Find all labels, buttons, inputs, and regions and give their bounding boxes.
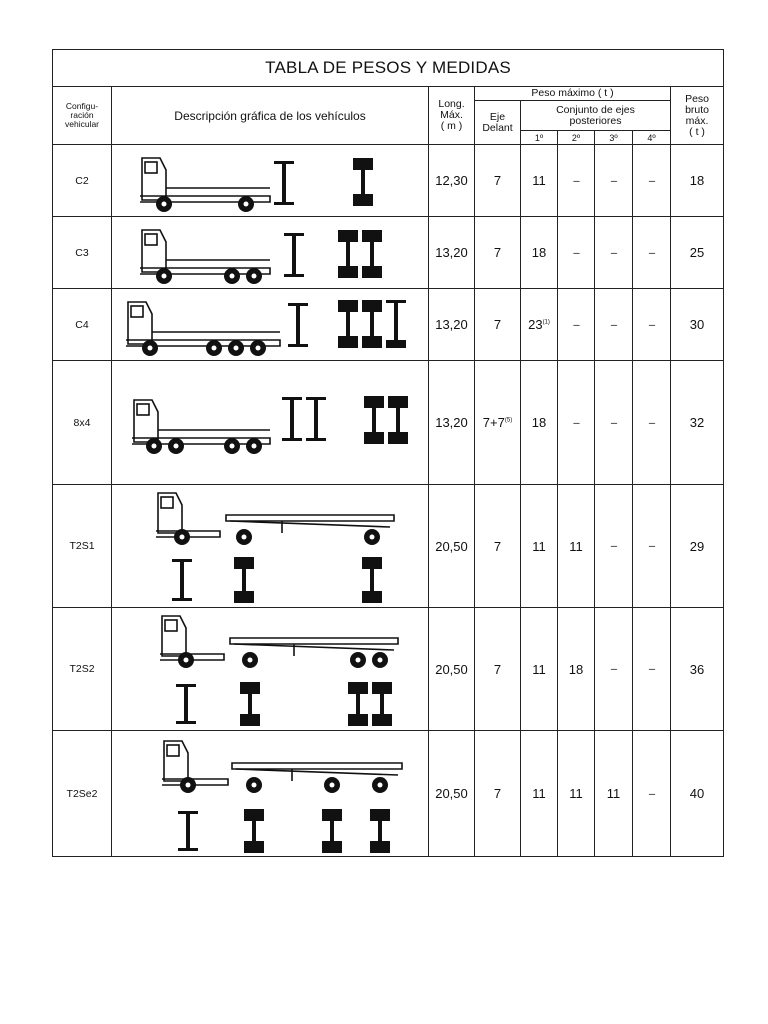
rear-axle-cell: ---: [595, 289, 633, 361]
header-description: Descripción gráfica de los vehículos: [112, 87, 429, 145]
rear-axle-cell: ---: [595, 485, 633, 608]
header-peso-bruto-line: ( t ): [689, 125, 705, 138]
front-axle-cell: [475, 485, 521, 608]
header-axle-3: 3º: [595, 131, 633, 145]
rear-axle-cell: ---: [633, 485, 671, 608]
rear-axle-cell: [521, 289, 558, 361]
table-row: [53, 289, 724, 361]
config-cell: 8x4: [53, 361, 112, 485]
rear-axle-cell: ---: [633, 361, 671, 485]
config-cell: C2: [53, 145, 112, 217]
axle-dual-icon: [244, 809, 390, 853]
gross-weight-cell: 25: [671, 217, 724, 289]
rear-axle-cell: ---: [558, 361, 595, 485]
header-length-line: ( m ): [440, 120, 463, 132]
axle-single-icon: [288, 303, 308, 347]
front-axle-value: 7: [493, 661, 502, 677]
rear-axle-cell: 11: [595, 731, 633, 857]
vehicle-graphic-cell: [112, 731, 429, 857]
rear-axle-cell: ---: [633, 731, 671, 857]
table-row: [53, 361, 724, 485]
footnote-marker: (1): [542, 319, 550, 326]
rear-axle-cell: 18: [521, 217, 558, 289]
header-length: [429, 87, 475, 145]
header-length-line: Long.: [438, 98, 465, 110]
length-cell: 20,50: [429, 608, 475, 731]
rear-axle-cell: ---: [633, 608, 671, 731]
gross-weight-cell: 32: [671, 361, 724, 485]
table-row: [53, 608, 724, 731]
rear-axle-cell: 11: [521, 145, 558, 217]
length-cell: 13,20: [429, 289, 475, 361]
header-axle-4: 4º: [633, 131, 671, 145]
front-axle-value: 7+7: [482, 415, 505, 430]
truck-icon: [120, 148, 420, 214]
table-row: [53, 217, 724, 289]
vehicle-graphic-cell: [112, 361, 429, 485]
config-cell: C4: [53, 289, 112, 361]
header-peso-bruto-line: Peso: [685, 92, 709, 105]
vehicle-graphic-cell: [112, 217, 429, 289]
gross-weight-cell: 36: [671, 608, 724, 731]
axle-single-icon: [274, 161, 294, 205]
header-config-line: vehicular: [64, 119, 100, 129]
rear-axle-cell: 18: [558, 608, 595, 731]
header-axle-1: 1º: [521, 131, 558, 145]
header-peso-bruto-line: máx.: [685, 114, 709, 127]
header-config-line: Configu-: [65, 101, 99, 111]
header-conjunto-line: posteriores: [569, 114, 622, 127]
front-axle-cell: [475, 217, 521, 289]
footnote-marker: (5): [504, 417, 513, 424]
axle-single-icon: [178, 811, 198, 851]
weights-measures-table: [52, 49, 724, 857]
vehicle-graphic-cell: [112, 145, 429, 217]
config-cell: C3: [53, 217, 112, 289]
weights-measures-page: [52, 49, 723, 864]
axle-single-icon: [176, 684, 196, 724]
config-cell: T2S2: [53, 608, 112, 731]
truck-icon: [120, 292, 420, 358]
header-eje-delant-line: Eje: [489, 110, 506, 123]
gross-weight-cell: 40: [671, 731, 724, 857]
rear-axle-cell: ---: [558, 289, 595, 361]
header-conjunto-ejes: [521, 101, 671, 131]
semitrailer-truck-icon: [120, 735, 420, 853]
axle-dual-icon: [338, 300, 406, 348]
rear-axle-cell: 11: [521, 608, 558, 731]
semitrailer-truck-icon: [120, 610, 420, 728]
rear-axle-cell: 11: [558, 485, 595, 608]
axle-dual-icon: [234, 557, 382, 603]
front-axle-value: 7: [493, 245, 502, 260]
axle-single-icon: [172, 559, 192, 601]
header-peso-maximo: Peso máximo ( t ): [475, 87, 671, 101]
length-cell: 13,20: [429, 361, 475, 485]
config-cell: T2S1: [53, 485, 112, 608]
vehicle-graphic-cell: [112, 289, 429, 361]
axle-single-icon: [284, 233, 304, 277]
front-axle-cell: [475, 608, 521, 731]
length-cell: 20,50: [429, 731, 475, 857]
axle-dual-icon: [338, 230, 382, 278]
rear-axle-cell: ---: [595, 217, 633, 289]
table-title: TABLA DE PESOS Y MEDIDAS: [53, 50, 724, 87]
length-cell: 13,20: [429, 217, 475, 289]
header-peso-bruto-line: bruto: [685, 103, 709, 116]
header-eje-delant: [475, 101, 521, 145]
header-conjunto-line: Conjunto de ejes: [556, 103, 635, 116]
truck-icon: [120, 220, 420, 286]
rear-axle-cell: ---: [558, 217, 595, 289]
truck-icon: [120, 390, 420, 456]
rear-axle-value: 23: [528, 317, 543, 332]
front-axle-cell: [475, 145, 521, 217]
axle-dual-icon: [353, 158, 373, 206]
config-cell: T2Se2: [53, 731, 112, 857]
axle-dual-icon: [240, 682, 392, 726]
vehicle-graphic-cell: [112, 608, 429, 731]
header-axle-2: 2º: [558, 131, 595, 145]
rear-axle-cell: ---: [595, 608, 633, 731]
front-axle-value: 7: [493, 317, 502, 332]
vehicle-graphic-cell: [112, 485, 429, 608]
gross-weight-cell: 30: [671, 289, 724, 361]
length-cell: 12,30: [429, 145, 475, 217]
rear-axle-cell: ---: [633, 289, 671, 361]
front-axle-value: 7: [493, 786, 502, 801]
header-eje-delant-line: Delant: [482, 121, 513, 134]
rear-axle-cell: ---: [595, 145, 633, 217]
header-peso-bruto: [671, 87, 724, 145]
front-axle-cell: [475, 361, 521, 485]
rear-axle-cell: ---: [558, 145, 595, 217]
table-row: [53, 485, 724, 608]
rear-axle-cell: 11: [558, 731, 595, 857]
rear-axle-cell: ---: [633, 145, 671, 217]
semitrailer-truck-icon: [120, 487, 420, 605]
rear-axle-cell: 11: [521, 485, 558, 608]
header-config-line: ración: [70, 110, 94, 120]
front-axle-cell: [475, 289, 521, 361]
table-row: [53, 731, 724, 857]
front-axle-cell: [475, 731, 521, 857]
front-axle-value: 7: [493, 538, 502, 554]
length-cell: 20,50: [429, 485, 475, 608]
header-config: [53, 87, 112, 145]
axle-single-icon: [282, 397, 326, 441]
gross-weight-cell: 18: [671, 145, 724, 217]
rear-axle-cell: ---: [595, 361, 633, 485]
front-axle-value: 7: [493, 173, 502, 188]
table-row: [53, 145, 724, 217]
rear-axle-cell: ---: [633, 217, 671, 289]
rear-axle-cell: 11: [521, 731, 558, 857]
axle-dual-icon: [364, 396, 408, 444]
gross-weight-cell: 29: [671, 485, 724, 608]
header-length-line: Máx.: [440, 109, 463, 121]
rear-axle-cell: 18: [521, 361, 558, 485]
